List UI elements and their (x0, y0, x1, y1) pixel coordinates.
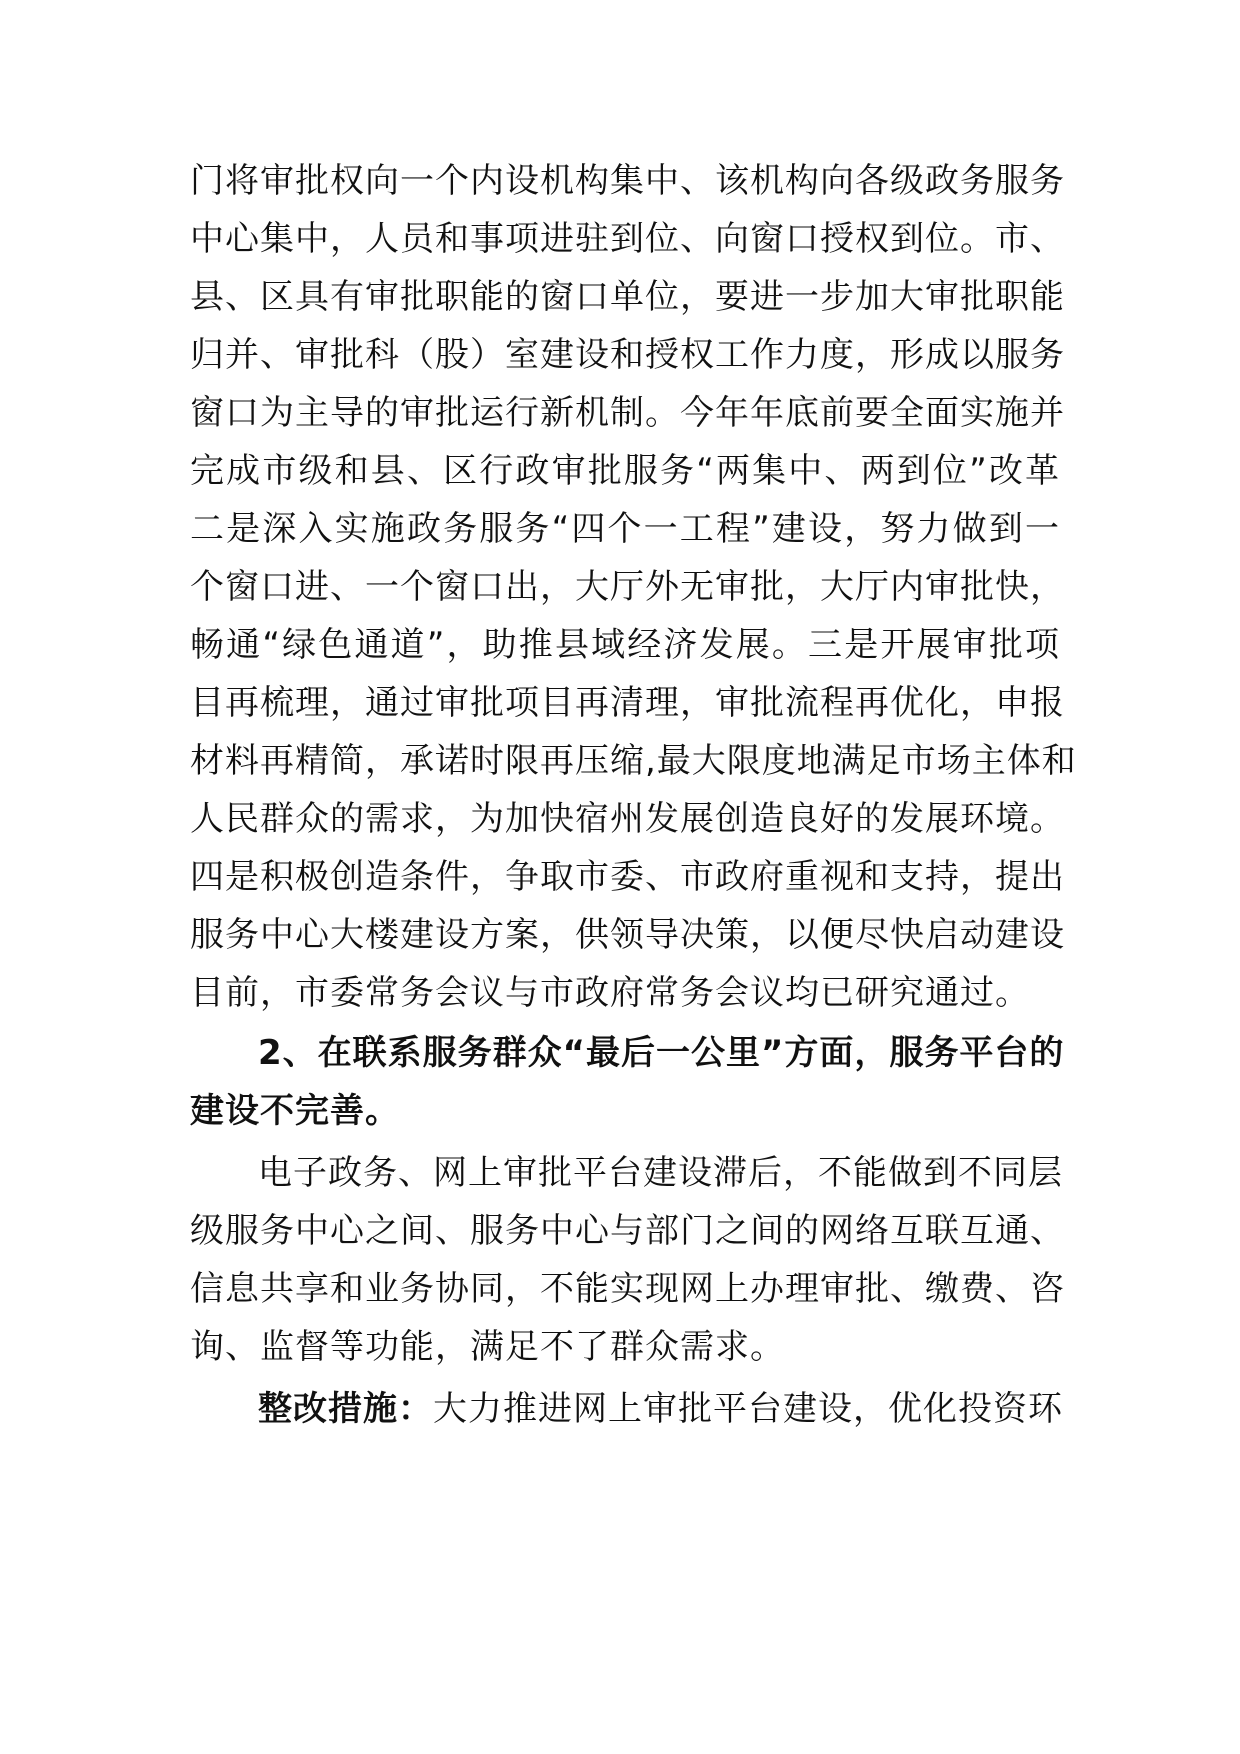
body-line: 个窗口进、一个窗口出，大厅外无审批，大厅内审批快， (190, 567, 1065, 607)
body-line: 县、区具有审批职能的窗口单位，要进一步加大审批职能 (190, 277, 1065, 317)
body-line: 级服务中心之间、服务中心与部门之间的网络互联互通、 (190, 1211, 1065, 1251)
body-line: 二是深入实施政务服务“四个一工程”建设，努力做到一 (190, 509, 1060, 549)
body-line: 服务中心大楼建设方案，供领导决策，以便尽快启动建设 (190, 915, 1065, 955)
body-line: 窗口为主导的审批运行新机制。今年年底前要全面实施并 (190, 393, 1065, 433)
body-line: 中心集中，人员和事项进驻到位、向窗口授权到位。市、 (190, 219, 1065, 259)
measures-text: 大力推进网上审批平台建设，优化投资环 (433, 1389, 1063, 1429)
body-line: 人民群众的需求，为加快宿州发展创造良好的发展环境。 (190, 799, 1065, 839)
body-line: 完成市级和县、区行政审批服务“两集中、两到位”改革 (190, 451, 1060, 491)
body-line: 询、监督等功能，满足不了群众需求。 (190, 1327, 785, 1367)
body-line: 四是积极创造条件，争取市委、市政府重视和支持，提出 (190, 857, 1065, 897)
measures-line (258, 1376, 1063, 1442)
section-heading: 2、在联系服务群众“最后一公里”方面，服务平台的 (258, 1033, 1065, 1073)
body-line: 畅通“绿色通道”，助推县域经济发展。三是开展审批项 (190, 625, 1060, 665)
body-line: 目再梳理，通过审批项目再清理，审批流程再优化，申报 (190, 683, 1065, 723)
body-line: 材料再精简，承诺时限再压缩,最大限度地满足市场主体和 (190, 741, 1077, 781)
body-line: 目前，市委常务会议与市政府常务会议均已研究通过。 (190, 973, 1030, 1013)
body-line: 门将审批权向一个内设机构集中、该机构向各级政务服务 (190, 161, 1065, 201)
measures-label: 整改措施： (258, 1389, 433, 1429)
section-heading: 建设不完善。 (190, 1091, 400, 1131)
body-line: 归并、审批科（股）室建设和授权工作力度，形成以服务 (190, 335, 1065, 375)
body-line: 电子政务、网上审批平台建设滞后，不能做到不同层 (258, 1153, 1063, 1193)
body-line: 信息共享和业务协同，不能实现网上办理审批、缴费、咨 (190, 1269, 1065, 1309)
